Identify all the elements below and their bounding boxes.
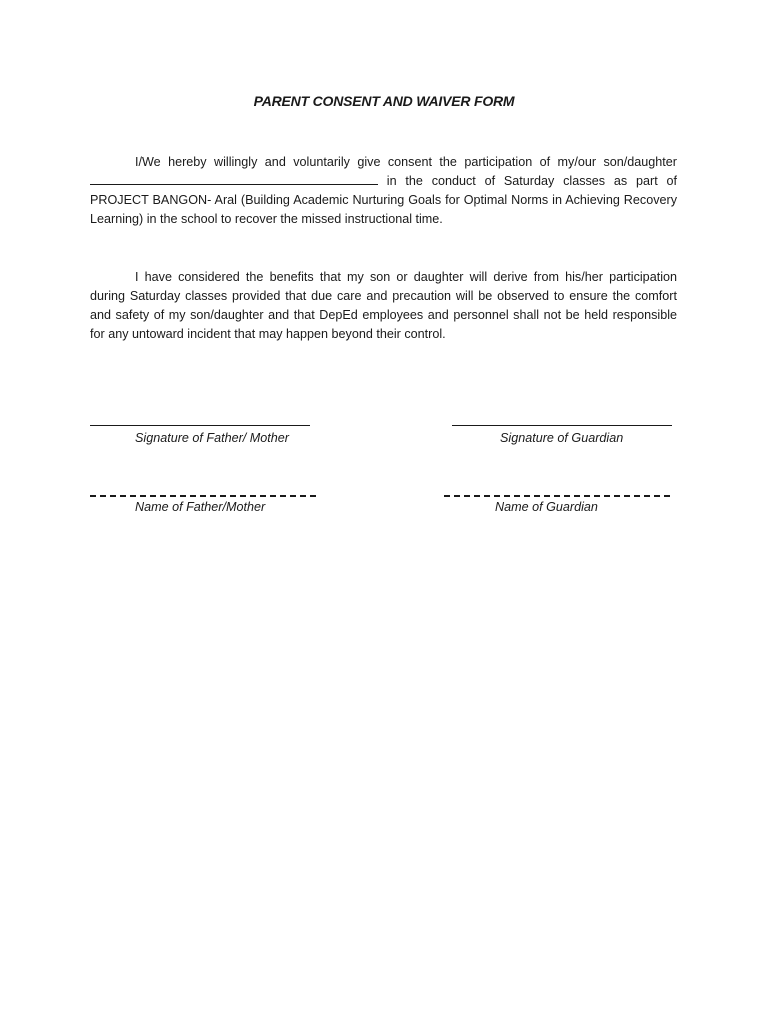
consent-lead-text: I/We hereby willingly and voluntarily give consent the participation of my/our son/daughter — [135, 155, 677, 169]
consent-paragraph — [90, 153, 677, 229]
waiver-paragraph — [90, 268, 677, 344]
guardian-name-label: Name of Guardian — [495, 500, 598, 514]
guardian-signature-line[interactable] — [452, 425, 672, 426]
guardian-name-line[interactable] — [444, 495, 670, 497]
parent-signature-label: Signature of Father/ Mother — [135, 431, 290, 445]
parent-signature-line[interactable] — [90, 425, 310, 426]
form-title: PARENT CONSENT AND WAIVER FORM — [253, 93, 515, 109]
waiver-text: I have considered the benefits that my son or daughter will derive from his/her participation during Saturday classes provided that due care and precaution will be observed to ensure the comfort and safety of my son/daughter and that DepEd employees and personnel shall not be held responsible for any untoward incident that may happen beyond their control. — [90, 270, 677, 341]
guardian-signature-label: Signature of Guardian — [500, 431, 624, 445]
consent-remaining-text: in the conduct of Saturday classes as part of PROJECT BANGON- Aral (Building Academic Nurturing Goals for Optimal Norms in Achieving Recovery Learning) in the school to recover the missed instructional time. — [90, 174, 677, 226]
parent-name-line[interactable] — [90, 495, 316, 497]
parent-name-label: Name of Father/Mother — [135, 500, 266, 514]
child-name-blank[interactable] — [90, 172, 378, 185]
